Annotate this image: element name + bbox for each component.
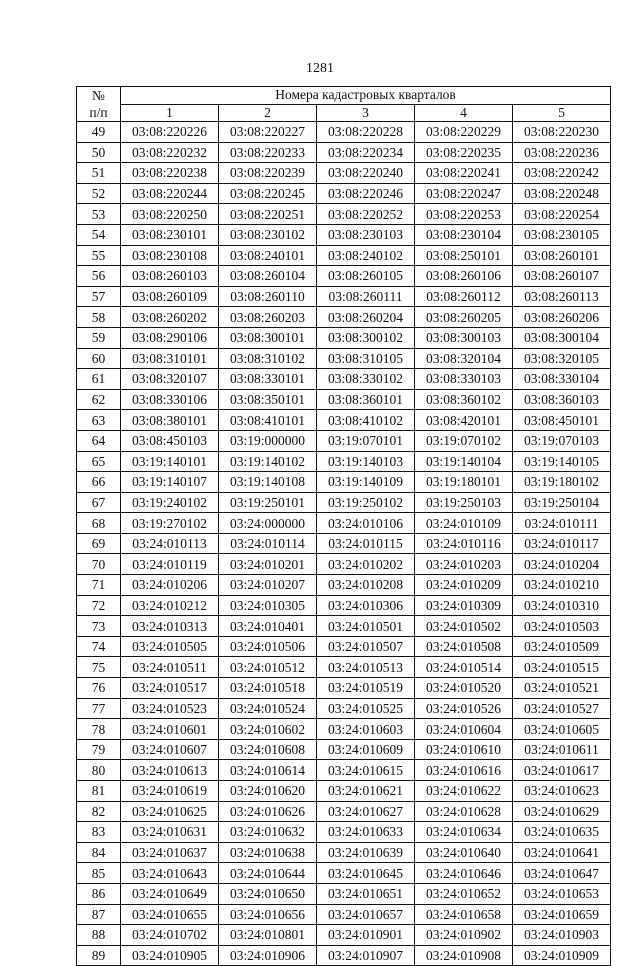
row-number: 57	[77, 286, 121, 307]
cadastral-number-cell: 03:24:010657	[317, 904, 415, 925]
column-header-2: 2	[219, 104, 317, 122]
cadastral-number-cell: 03:24:010611	[513, 739, 611, 760]
cadastral-number-cell: 03:08:260202	[121, 307, 219, 328]
cadastral-number-cell: 03:24:010209	[415, 575, 513, 596]
cadastral-number-cell: 03:08:380101	[121, 410, 219, 431]
cadastral-number-cell: 03:08:220233	[219, 142, 317, 163]
table-row	[77, 616, 611, 637]
cadastral-number-cell: 03:24:010603	[317, 719, 415, 740]
cadastral-number-cell: 03:24:010524	[219, 698, 317, 719]
cadastral-number-cell: 03:08:450103	[121, 430, 219, 451]
table-row	[77, 183, 611, 204]
cadastral-number-cell: 03:19:140108	[219, 472, 317, 493]
cadastral-number-cell: 03:24:010512	[219, 657, 317, 678]
row-number: 62	[77, 389, 121, 410]
cadastral-number-cell: 03:19:140102	[219, 451, 317, 472]
cadastral-number-cell: 03:24:010309	[415, 595, 513, 616]
table-row	[77, 698, 611, 719]
row-number: 60	[77, 348, 121, 369]
cadastral-number-cell: 03:08:220230	[513, 122, 611, 143]
row-number: 72	[77, 595, 121, 616]
cadastral-number-cell: 03:24:010641	[513, 842, 611, 863]
cadastral-number-cell: 03:24:010515	[513, 657, 611, 678]
cadastral-number-cell: 03:08:260104	[219, 266, 317, 287]
cadastral-number-cell: 03:24:010635	[513, 822, 611, 843]
cadastral-number-cell: 03:24:010525	[317, 698, 415, 719]
cadastral-number-cell: 03:08:360101	[317, 389, 415, 410]
cadastral-number-cell: 03:24:010609	[317, 739, 415, 760]
row-number: 49	[77, 122, 121, 143]
cadastral-number-cell: 03:24:010621	[317, 781, 415, 802]
cadastral-number-cell: 03:08:300103	[415, 327, 513, 348]
cadastral-number-cell: 03:08:360103	[513, 389, 611, 410]
cadastral-number-cell: 03:19:140104	[415, 451, 513, 472]
cadastral-number-cell: 03:08:230108	[121, 245, 219, 266]
row-number: 61	[77, 369, 121, 390]
cadastral-number-cell: 03:08:220246	[317, 183, 415, 204]
cadastral-number-cell: 03:08:260206	[513, 307, 611, 328]
table-row	[77, 163, 611, 184]
column-header-1: 1	[121, 104, 219, 122]
table-row	[77, 307, 611, 328]
cadastral-number-cell: 03:08:310101	[121, 348, 219, 369]
cadastral-number-cell: 03:24:010619	[121, 781, 219, 802]
row-number: 74	[77, 636, 121, 657]
row-number: 80	[77, 760, 121, 781]
cadastral-number-cell: 03:19:250101	[219, 492, 317, 513]
row-number: 50	[77, 142, 121, 163]
table-row	[77, 904, 611, 925]
row-number: 76	[77, 678, 121, 699]
cadastral-number-cell: 03:24:010653	[513, 883, 611, 904]
table-row	[77, 883, 611, 904]
cadastral-number-cell: 03:08:320104	[415, 348, 513, 369]
row-number: 53	[77, 204, 121, 225]
cadastral-number-cell: 03:08:220238	[121, 163, 219, 184]
cadastral-number-cell: 03:08:240102	[317, 245, 415, 266]
table-row	[77, 719, 611, 740]
cadastral-number-cell: 03:08:220226	[121, 122, 219, 143]
row-number: 81	[77, 781, 121, 802]
table-row	[77, 204, 611, 225]
cadastral-number-cell: 03:24:010519	[317, 678, 415, 699]
cadastral-number-cell: 03:24:010633	[317, 822, 415, 843]
cadastral-number-cell: 03:24:010601	[121, 719, 219, 740]
cadastral-number-cell: 03:24:010520	[415, 678, 513, 699]
cadastral-number-cell: 03:24:010116	[415, 533, 513, 554]
cadastral-number-cell: 03:24:010905	[121, 945, 219, 966]
cadastral-number-cell: 03:24:010206	[121, 575, 219, 596]
row-number: 89	[77, 945, 121, 966]
cadastral-number-cell: 03:08:220235	[415, 142, 513, 163]
cadastral-number-cell: 03:08:260101	[513, 245, 611, 266]
cadastral-number-cell: 03:24:010622	[415, 781, 513, 802]
cadastral-number-cell: 03:24:010625	[121, 801, 219, 822]
number-header-line1: №	[92, 88, 105, 103]
cadastral-number-cell: 03:24:010649	[121, 883, 219, 904]
row-number: 86	[77, 883, 121, 904]
cadastral-number-cell: 03:08:260105	[317, 266, 415, 287]
row-number: 59	[77, 327, 121, 348]
cadastral-number-cell: 03:08:330101	[219, 369, 317, 390]
cadastral-number-cell: 03:24:010202	[317, 554, 415, 575]
table-row	[77, 636, 611, 657]
column-header-3: 3	[317, 104, 415, 122]
row-number: 75	[77, 657, 121, 678]
cadastral-number-cell: 03:08:360102	[415, 389, 513, 410]
table-row	[77, 451, 611, 472]
row-number: 82	[77, 801, 121, 822]
cadastral-number-cell: 03:19:070102	[415, 430, 513, 451]
cadastral-number-cell: 03:24:010901	[317, 925, 415, 946]
table-row	[77, 286, 611, 307]
cadastral-number-cell: 03:24:010608	[219, 739, 317, 760]
cadastral-number-cell: 03:19:250102	[317, 492, 415, 513]
cadastral-number-cell: 03:08:220252	[317, 204, 415, 225]
cadastral-number-cell: 03:08:220234	[317, 142, 415, 163]
cadastral-number-cell: 03:08:330103	[415, 369, 513, 390]
cadastral-number-cell: 03:24:010652	[415, 883, 513, 904]
cadastral-number-cell: 03:08:260103	[121, 266, 219, 287]
cadastral-number-cell: 03:08:220251	[219, 204, 317, 225]
cadastral-number-cell: 03:08:330106	[121, 389, 219, 410]
cadastral-number-cell: 03:08:220228	[317, 122, 415, 143]
table-row	[77, 842, 611, 863]
cadastral-number-cell: 03:24:010645	[317, 863, 415, 884]
cadastral-number-cell: 03:24:010702	[121, 925, 219, 946]
cadastral-number-cell: 03:08:300101	[219, 327, 317, 348]
cadastral-number-cell: 03:24:010507	[317, 636, 415, 657]
row-number: 88	[77, 925, 121, 946]
cadastral-number-cell: 03:24:010658	[415, 904, 513, 925]
row-number: 69	[77, 533, 121, 554]
table-row	[77, 801, 611, 822]
cadastral-number-cell: 03:24:010518	[219, 678, 317, 699]
cadastral-number-cell: 03:24:010523	[121, 698, 219, 719]
cadastral-number-cell: 03:08:350101	[219, 389, 317, 410]
cadastral-number-cell: 03:08:420101	[415, 410, 513, 431]
table-row	[77, 410, 611, 431]
table-row	[77, 781, 611, 802]
cadastral-number-cell: 03:08:260109	[121, 286, 219, 307]
cadastral-number-cell: 03:08:230105	[513, 224, 611, 245]
cadastral-number-cell: 03:08:240101	[219, 245, 317, 266]
cadastral-number-cell: 03:08:220229	[415, 122, 513, 143]
cadastral-number-cell: 03:19:070103	[513, 430, 611, 451]
cadastral-number-cell: 03:24:010521	[513, 678, 611, 699]
cadastral-number-cell: 03:19:140109	[317, 472, 415, 493]
cadastral-number-cell: 03:24:010115	[317, 533, 415, 554]
cadastral-number-cell: 03:24:010505	[121, 636, 219, 657]
table-row	[77, 925, 611, 946]
cadastral-number-cell: 03:24:010509	[513, 636, 611, 657]
cadastral-number-cell: 03:08:310102	[219, 348, 317, 369]
cadastral-number-cell: 03:08:260205	[415, 307, 513, 328]
cadastral-number-cell: 03:24:010401	[219, 616, 317, 637]
table-row	[77, 533, 611, 554]
cadastral-number-cell: 03:08:410102	[317, 410, 415, 431]
cadastral-number-cell: 03:08:230101	[121, 224, 219, 245]
cadastral-number-cell: 03:24:010513	[317, 657, 415, 678]
table-row	[77, 575, 611, 596]
cadastral-number-cell: 03:24:010634	[415, 822, 513, 843]
cadastral-number-cell: 03:24:010639	[317, 842, 415, 863]
row-number: 78	[77, 719, 121, 740]
table-row	[77, 348, 611, 369]
table-row	[77, 369, 611, 390]
table-row	[77, 760, 611, 781]
row-number: 70	[77, 554, 121, 575]
row-number: 56	[77, 266, 121, 287]
cadastral-number-cell: 03:24:010909	[513, 945, 611, 966]
row-number: 83	[77, 822, 121, 843]
cadastral-number-cell: 03:24:010632	[219, 822, 317, 843]
cadastral-number-cell: 03:08:220250	[121, 204, 219, 225]
cadastral-number-cell: 03:24:010656	[219, 904, 317, 925]
cadastral-number-cell: 03:24:010114	[219, 533, 317, 554]
cadastral-number-cell: 03:24:010527	[513, 698, 611, 719]
cadastral-number-cell: 03:08:310105	[317, 348, 415, 369]
cadastral-number-cell: 03:24:010109	[415, 513, 513, 534]
group-header: Номера кадастровых кварталов	[121, 87, 611, 105]
cadastral-number-cell: 03:24:010501	[317, 616, 415, 637]
cadastral-number-cell: 03:24:010117	[513, 533, 611, 554]
cadastral-number-cell: 03:08:260111	[317, 286, 415, 307]
row-number: 84	[77, 842, 121, 863]
row-number: 58	[77, 307, 121, 328]
column-header-5: 5	[513, 104, 611, 122]
cadastral-number-cell: 03:08:220245	[219, 183, 317, 204]
cadastral-number-cell: 03:19:140105	[513, 451, 611, 472]
cadastral-number-cell: 03:08:220244	[121, 183, 219, 204]
cadastral-number-cell: 03:08:260112	[415, 286, 513, 307]
cadastral-number-cell: 03:08:320107	[121, 369, 219, 390]
cadastral-number-cell: 03:24:010628	[415, 801, 513, 822]
cadastral-number-cell: 03:24:010511	[121, 657, 219, 678]
cadastral-number-cell: 03:08:300104	[513, 327, 611, 348]
table-row	[77, 945, 611, 966]
cadastral-number-cell: 03:24:010651	[317, 883, 415, 904]
cadastral-number-cell: 03:24:010640	[415, 842, 513, 863]
cadastral-number-cell: 03:24:010650	[219, 883, 317, 904]
cadastral-number-cell: 03:24:010113	[121, 533, 219, 554]
cadastral-number-cell: 03:08:260203	[219, 307, 317, 328]
cadastral-number-cell: 03:24:010903	[513, 925, 611, 946]
cadastral-number-cell: 03:08:220253	[415, 204, 513, 225]
table-row	[77, 389, 611, 410]
cadastral-number-cell: 03:08:330104	[513, 369, 611, 390]
cadastral-number-cell: 03:24:010517	[121, 678, 219, 699]
table-row	[77, 245, 611, 266]
row-number: 51	[77, 163, 121, 184]
cadastral-number-cell: 03:08:230104	[415, 224, 513, 245]
table-row	[77, 657, 611, 678]
row-number: 77	[77, 698, 121, 719]
cadastral-number-cell: 03:08:220247	[415, 183, 513, 204]
row-number: 87	[77, 904, 121, 925]
cadastral-number-cell: 03:24:010613	[121, 760, 219, 781]
cadastral-number-cell: 03:24:010506	[219, 636, 317, 657]
row-number: 63	[77, 410, 121, 431]
cadastral-number-cell: 03:08:220241	[415, 163, 513, 184]
cadastral-number-cell: 03:24:010604	[415, 719, 513, 740]
cadastral-number-cell: 03:19:070101	[317, 430, 415, 451]
row-number: 55	[77, 245, 121, 266]
cadastral-number-cell: 03:19:000000	[219, 430, 317, 451]
cadastral-number-cell: 03:19:250104	[513, 492, 611, 513]
cadastral-number-cell: 03:08:410101	[219, 410, 317, 431]
cadastral-quarters-table	[76, 86, 611, 966]
table-row	[77, 678, 611, 699]
cadastral-number-cell: 03:24:010602	[219, 719, 317, 740]
table-row	[77, 822, 611, 843]
cadastral-number-cell: 03:24:010514	[415, 657, 513, 678]
cadastral-number-cell: 03:24:010638	[219, 842, 317, 863]
row-number: 67	[77, 492, 121, 513]
cadastral-number-cell: 03:24:010605	[513, 719, 611, 740]
cadastral-number-cell: 03:08:260106	[415, 266, 513, 287]
cadastral-number-cell: 03:24:010204	[513, 554, 611, 575]
cadastral-number-cell: 03:08:220239	[219, 163, 317, 184]
cadastral-number-cell: 03:24:010617	[513, 760, 611, 781]
cadastral-number-cell: 03:24:010508	[415, 636, 513, 657]
row-number: 79	[77, 739, 121, 760]
cadastral-number-cell: 03:24:010614	[219, 760, 317, 781]
table-row	[77, 430, 611, 451]
cadastral-number-cell: 03:24:010106	[317, 513, 415, 534]
cadastral-number-cell: 03:24:010610	[415, 739, 513, 760]
cadastral-number-cell: 03:24:010902	[415, 925, 513, 946]
row-number: 73	[77, 616, 121, 637]
cadastral-number-cell: 03:08:260204	[317, 307, 415, 328]
page-number: 1281	[306, 61, 334, 76]
cadastral-number-cell: 03:24:010906	[219, 945, 317, 966]
cadastral-number-cell: 03:24:010119	[121, 554, 219, 575]
cadastral-number-cell: 03:24:010203	[415, 554, 513, 575]
row-number: 68	[77, 513, 121, 534]
cadastral-number-cell: 03:24:010908	[415, 945, 513, 966]
cadastral-number-cell: 03:24:010526	[415, 698, 513, 719]
cadastral-number-cell: 03:08:450101	[513, 410, 611, 431]
cadastral-number-cell: 03:08:300102	[317, 327, 415, 348]
row-number: 64	[77, 430, 121, 451]
cadastral-number-cell: 03:24:010646	[415, 863, 513, 884]
number-column-header	[77, 87, 121, 122]
cadastral-number-cell: 03:19:140101	[121, 451, 219, 472]
cadastral-number-cell: 03:24:010616	[415, 760, 513, 781]
cadastral-number-cell: 03:08:220248	[513, 183, 611, 204]
table-row	[77, 739, 611, 760]
row-number: 71	[77, 575, 121, 596]
table-row	[77, 472, 611, 493]
table-row	[77, 122, 611, 143]
row-number: 52	[77, 183, 121, 204]
cadastral-number-cell: 03:08:220227	[219, 122, 317, 143]
cadastral-number-cell: 03:08:230103	[317, 224, 415, 245]
cadastral-number-cell: 03:24:010607	[121, 739, 219, 760]
cadastral-number-cell: 03:24:010627	[317, 801, 415, 822]
cadastral-number-cell: 03:24:010310	[513, 595, 611, 616]
cadastral-number-cell: 03:08:220236	[513, 142, 611, 163]
table-row	[77, 595, 611, 616]
column-header-4: 4	[415, 104, 513, 122]
cadastral-number-cell: 03:08:220240	[317, 163, 415, 184]
cadastral-number-cell: 03:08:220232	[121, 142, 219, 163]
cadastral-number-cell: 03:24:010626	[219, 801, 317, 822]
cadastral-number-cell: 03:24:010637	[121, 842, 219, 863]
cadastral-number-cell: 03:24:010659	[513, 904, 611, 925]
cadastral-number-cell: 03:24:010212	[121, 595, 219, 616]
cadastral-number-cell: 03:24:010306	[317, 595, 415, 616]
cadastral-number-cell: 03:24:010643	[121, 863, 219, 884]
cadastral-number-cell: 03:24:010111	[513, 513, 611, 534]
cadastral-number-cell: 03:24:010502	[415, 616, 513, 637]
cadastral-number-cell: 03:19:250103	[415, 492, 513, 513]
cadastral-number-cell: 03:08:260107	[513, 266, 611, 287]
cadastral-number-cell: 03:08:230102	[219, 224, 317, 245]
cadastral-number-cell: 03:08:220254	[513, 204, 611, 225]
cadastral-number-cell: 03:24:000000	[219, 513, 317, 534]
cadastral-number-cell: 03:19:140103	[317, 451, 415, 472]
cadastral-number-cell: 03:24:010644	[219, 863, 317, 884]
cadastral-number-cell: 03:08:260110	[219, 286, 317, 307]
table-row	[77, 327, 611, 348]
cadastral-number-cell: 03:19:140107	[121, 472, 219, 493]
cadastral-number-cell: 03:24:010210	[513, 575, 611, 596]
cadastral-number-cell: 03:19:180102	[513, 472, 611, 493]
row-number: 66	[77, 472, 121, 493]
cadastral-number-cell: 03:08:220242	[513, 163, 611, 184]
table-row	[77, 513, 611, 534]
cadastral-number-cell: 03:08:330102	[317, 369, 415, 390]
table-row	[77, 554, 611, 575]
cadastral-number-cell: 03:24:010647	[513, 863, 611, 884]
table-row	[77, 863, 611, 884]
cadastral-number-cell: 03:08:320105	[513, 348, 611, 369]
cadastral-number-cell: 03:08:290106	[121, 327, 219, 348]
table-row	[77, 224, 611, 245]
cadastral-number-cell: 03:24:010207	[219, 575, 317, 596]
table-row	[77, 142, 611, 163]
cadastral-number-cell: 03:08:250101	[415, 245, 513, 266]
cadastral-number-cell: 03:24:010305	[219, 595, 317, 616]
row-number: 54	[77, 224, 121, 245]
cadastral-number-cell: 03:24:010631	[121, 822, 219, 843]
table-row	[77, 492, 611, 513]
number-header-line2: п/п	[89, 105, 108, 120]
cadastral-number-cell: 03:19:180101	[415, 472, 513, 493]
cadastral-number-cell: 03:19:240102	[121, 492, 219, 513]
cadastral-number-cell: 03:24:010907	[317, 945, 415, 966]
cadastral-number-cell: 03:24:010201	[219, 554, 317, 575]
cadastral-number-cell: 03:24:010615	[317, 760, 415, 781]
cadastral-number-cell: 03:24:010623	[513, 781, 611, 802]
cadastral-number-cell: 03:24:010313	[121, 616, 219, 637]
row-number: 65	[77, 451, 121, 472]
cadastral-number-cell: 03:24:010801	[219, 925, 317, 946]
cadastral-number-cell: 03:08:260113	[513, 286, 611, 307]
cadastral-number-cell: 03:24:010629	[513, 801, 611, 822]
cadastral-number-cell: 03:19:270102	[121, 513, 219, 534]
table-row	[77, 266, 611, 287]
cadastral-number-cell: 03:24:010655	[121, 904, 219, 925]
cadastral-number-cell: 03:24:010620	[219, 781, 317, 802]
row-number: 85	[77, 863, 121, 884]
cadastral-number-cell: 03:24:010208	[317, 575, 415, 596]
cadastral-number-cell: 03:24:010503	[513, 616, 611, 637]
